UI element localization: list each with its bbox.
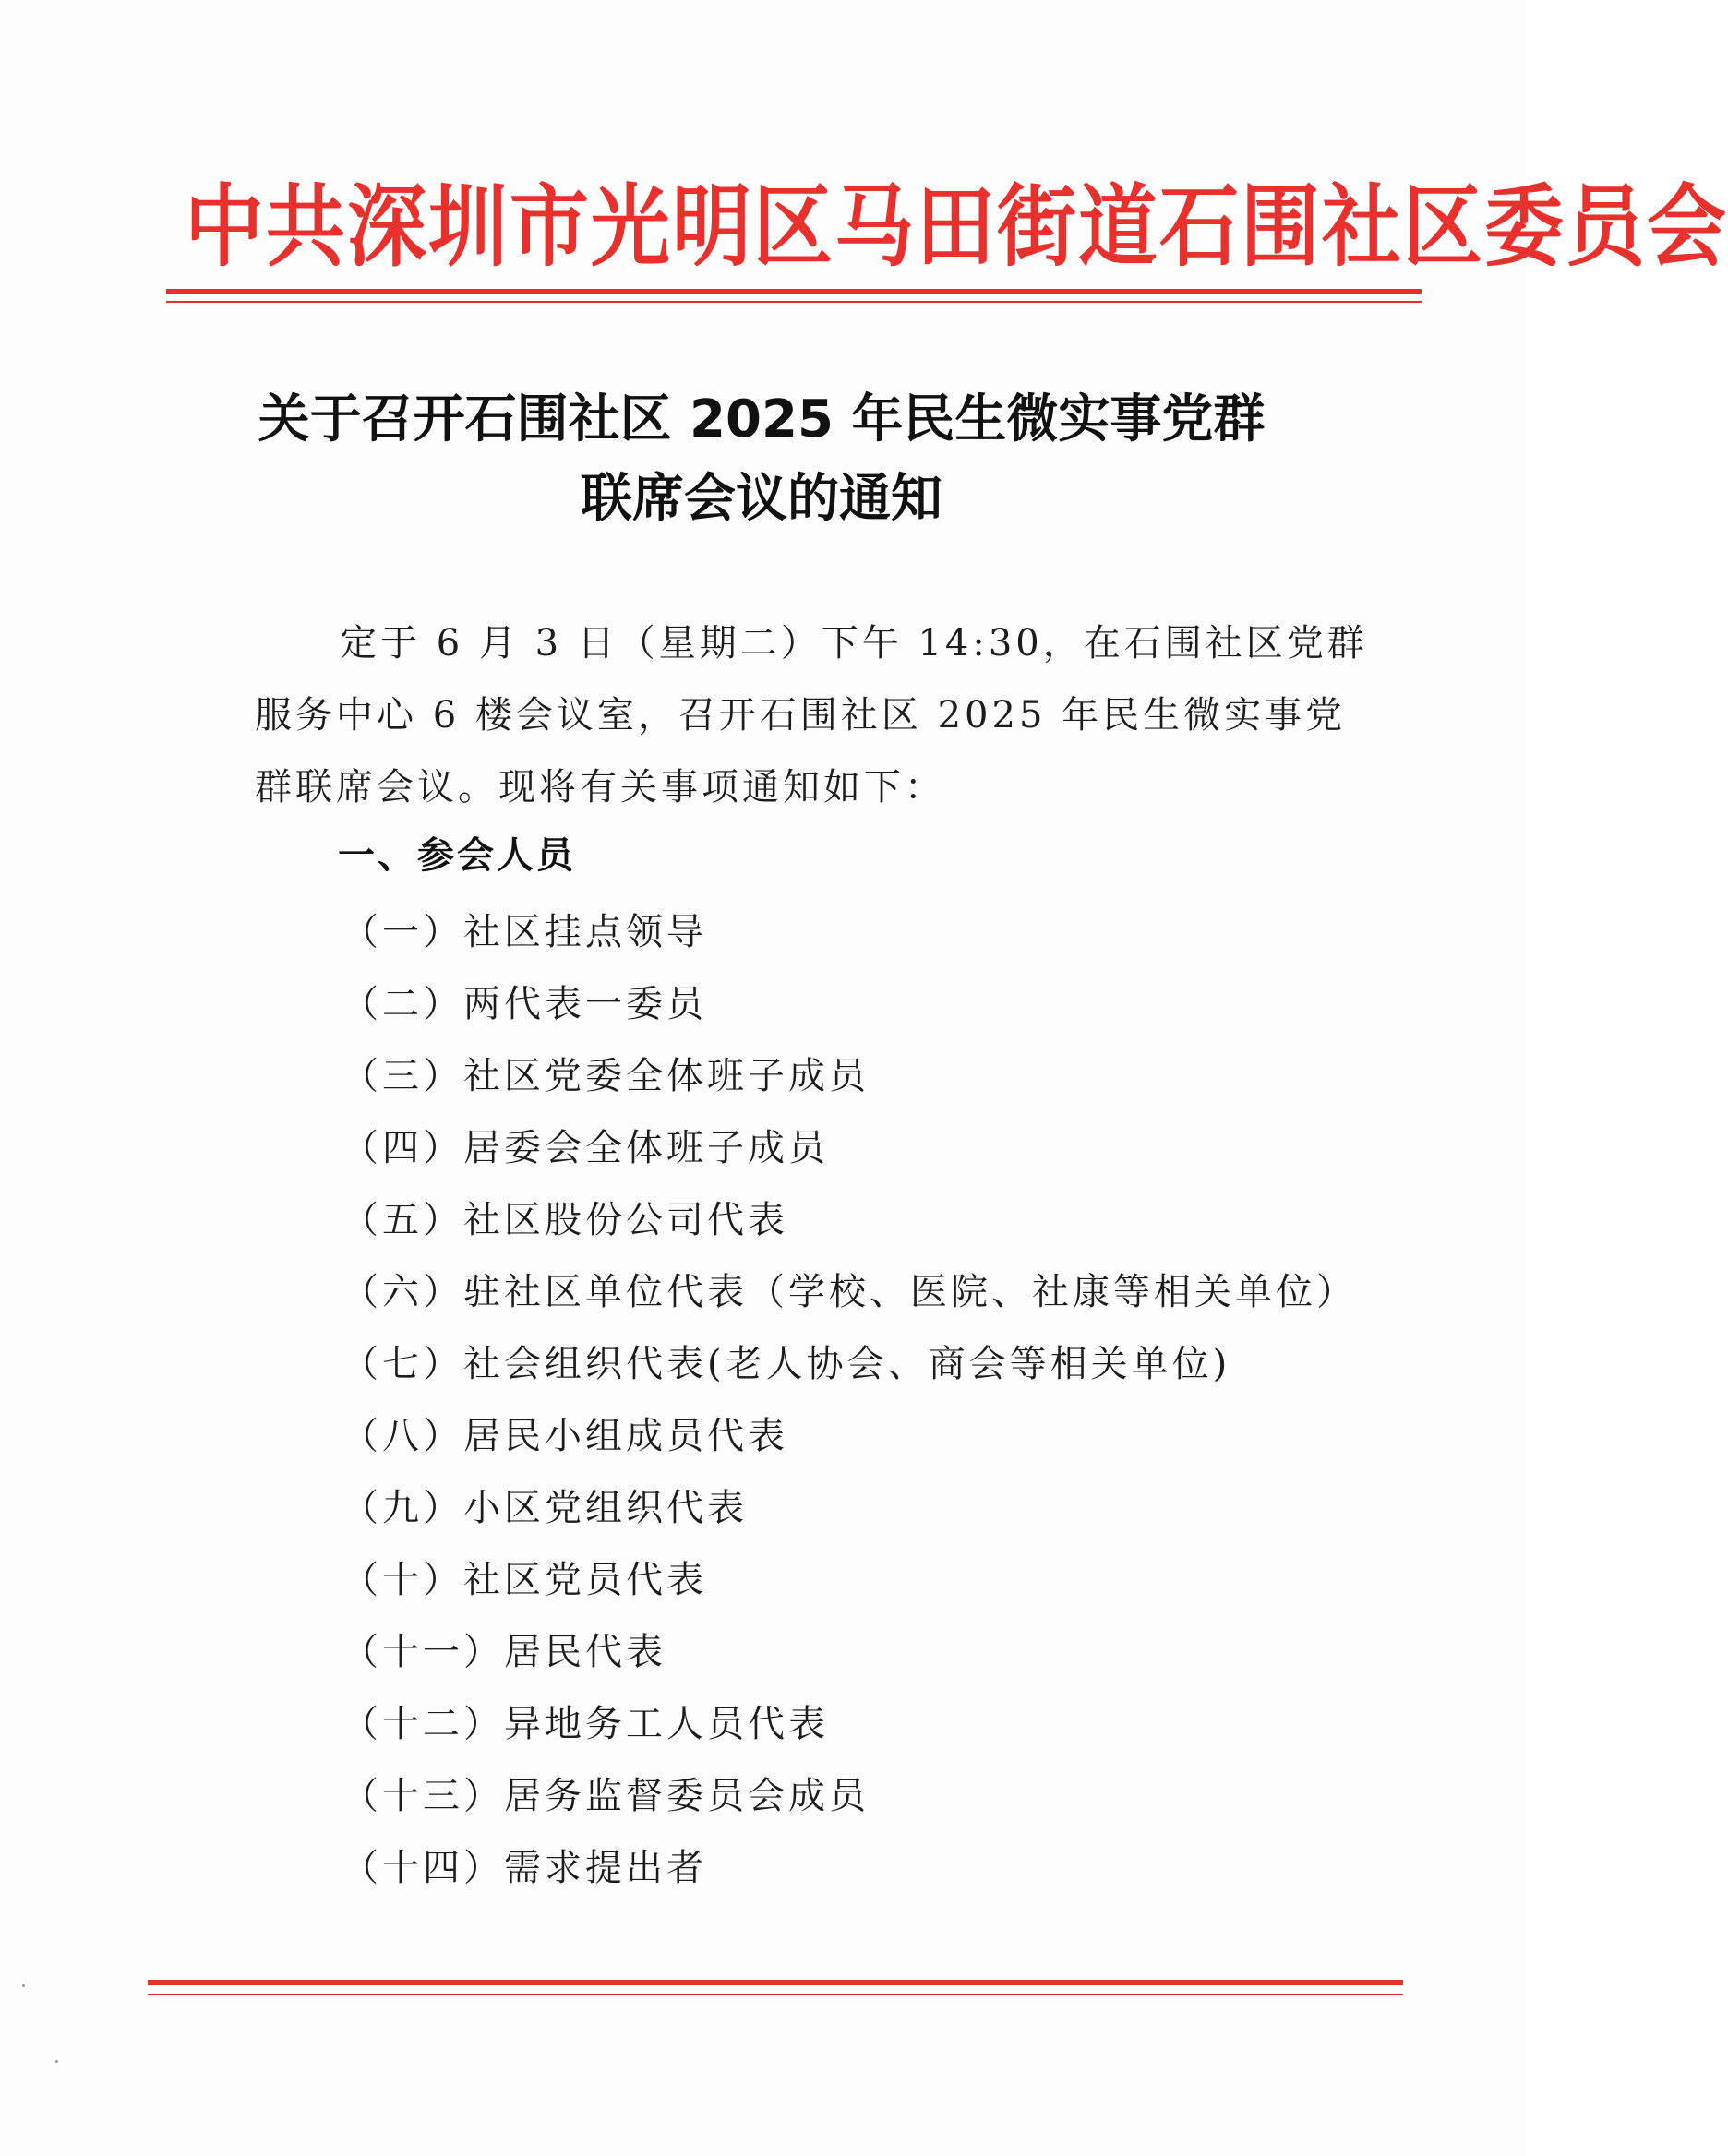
attendee-item: （一）社区挂点领导: [342, 911, 707, 953]
header-rule-thick: [166, 289, 1422, 294]
attendee-item: （十一）居民代表: [342, 1631, 666, 1673]
scan-speck: [22, 1984, 25, 1987]
attendee-list: [342, 896, 1357, 1904]
header-rule-thin: [166, 301, 1422, 303]
attendee-item: （九）小区党组织代表: [342, 1487, 748, 1529]
body-line-3: 群联席会议。现将有关事项通知如下：: [255, 766, 945, 808]
notice-title-line-2: 联席会议的通知: [581, 469, 942, 529]
attendee-item: （三）社区党委全体班子成员: [342, 1055, 870, 1097]
notice-body-paragraph: [255, 607, 1368, 823]
attendee-item: （二）两代表一委员: [342, 983, 707, 1025]
scan-speck: [55, 2060, 58, 2063]
notice-title-line-1: 关于召开石围社区 2025 年民生微实事党群: [258, 389, 1266, 449]
body-line-2: 服务中心 6 楼会议室，召开石围社区 2025 年民生微实事党: [255, 694, 1347, 737]
attendee-item: （四）居委会全体班子成员: [342, 1127, 829, 1169]
attendee-item: （十二）异地务工人员代表: [342, 1703, 829, 1745]
footer-rule-thin: [148, 1994, 1403, 1995]
attendee-item: （五）社区股份公司代表: [342, 1199, 788, 1241]
attendee-item: （六）驻社区单位代表（学校、医院、社康等相关单位）: [342, 1271, 1357, 1313]
attendee-item: （十三）居务监督委员会成员: [342, 1775, 870, 1817]
organization-header: 中共深圳市光明区马田街道石围社区委员会: [185, 175, 1728, 280]
footer-rule-thick: [148, 1980, 1403, 1985]
attendee-item: （八）居民小组成员代表: [342, 1415, 788, 1457]
attendee-item: （十四）需求提出者: [342, 1847, 707, 1889]
attendee-item: （七）社会组织代表(老人协会、商会等相关单位): [342, 1343, 1231, 1385]
attendee-item: （十）社区党员代表: [342, 1559, 707, 1601]
section-heading-attendees: 一、参会人员: [338, 834, 576, 877]
body-line-1: 定于 6 月 3 日（星期二）下午 14:30，在石围社区党群: [340, 622, 1368, 665]
